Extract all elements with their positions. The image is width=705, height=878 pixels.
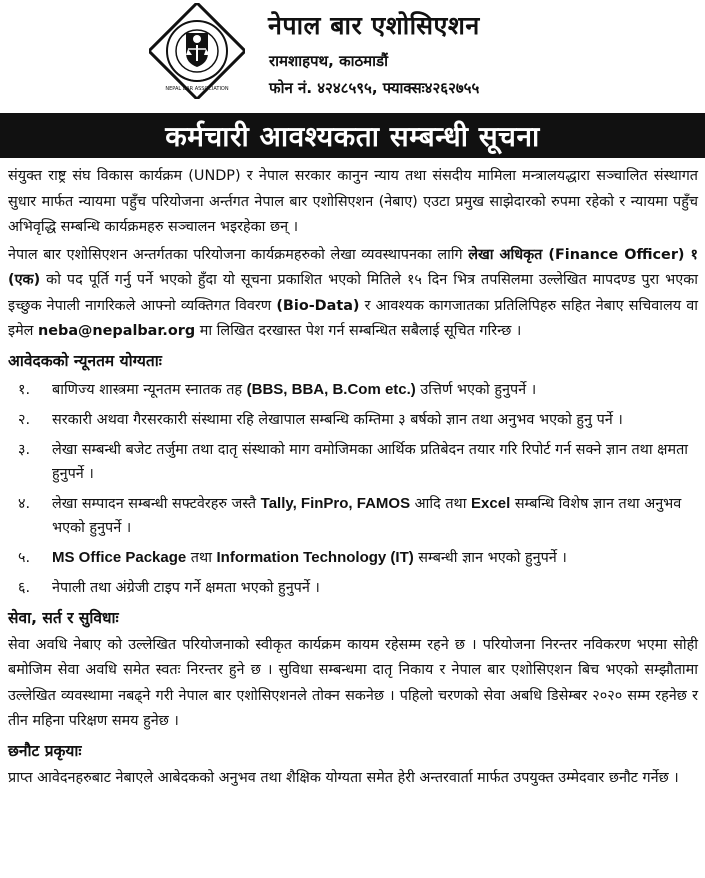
list-item — [8, 378, 698, 402]
biodata-label: (Bio-Data) — [276, 297, 360, 314]
list-item-text: सम्बन्धि विशेष ज्ञान तथा अनुभव भएको हुनुपर्ने । — [52, 495, 682, 536]
service-heading: सेवा, सर्त र सुविधाः — [8, 608, 119, 627]
list-item-text: सम्बन्धी ज्ञान भएको हुनुपर्ने । — [413, 549, 567, 566]
qualifications-heading: आवेदकको न्यूनतम योग्यताः — [8, 351, 162, 370]
list-item-text: नेपाली तथा अंग्रेजी टाइप गर्ने क्षमता भएको हुनुपर्ने । — [52, 579, 320, 596]
list-item — [8, 492, 698, 540]
selection-heading: छनौट प्रकृयाः — [8, 741, 82, 760]
list-item-text: तथा — [186, 549, 217, 566]
email-link[interactable]: neba@nepalbar.org — [38, 323, 196, 339]
selection-paragraph: प्राप्त आवेदनहरुबाट नेबाएले आबेदकको अनुभव तथा शैक्षिक योग्यता समेत हेरी अन्तरवार्ता मार्फत उपयुक्त उम्मेदवार छनौट गर्नेछ । — [8, 769, 679, 786]
list-item-emphasis: Information Technology (IT) — [216, 548, 414, 566]
intro-paragraph: संयुक्त राष्ट्र संघ विकास कार्यक्रम (UNDP) र नेपाल सरकार कानुन न्याय तथा संसदीय मामिला मन्त्रालयद्धारा सञ्चालित संस्थागत सुधार मार्फत न्यायमा पहुँच परियोजना अर्न्तगत नेपाल बार एशोसिएशन (नेबाए) एउटा प्रमुख साझेदारको रुपमा रहेको र न्यायमा पहुँच अभिवृद्धि सम्बन्धि कार्यक्रमहरु सञ्चालन भइरहेका छन् । — [8, 168, 698, 235]
service-paragraph: सेवा अवधि नेबाए को उल्लेखित परियोजनाको स्वीकृत कार्यक्रम कायम रहेसम्म रहने छ । परियोजना निरन्तर नविकरण भएमा सोही बमोजिम सेवा अवधि समेत स्वतः निरन्तर हुने छ । सुविधा सम्बन्धमा दातृ निकाय र नेपाल बार एशोसिएशन बिच भएको सम्झौतामा उल्लेखित व्यवस्थामा नबढ्ने गरी नेपाल बार एशोसिएशनले तोक्न सकनेछ । पहिलो चरणको सेवा अबधि डिसेम्बर २०२० सम्म रहनेछ र तीन महिना परिक्षण समय हुनेछ । — [8, 636, 698, 729]
list-item-emphasis: Excel — [471, 494, 511, 512]
org-address: रामशाहपथ, काठमाडौं — [269, 52, 388, 70]
list-item-text: लेखा सम्पादन सम्बन्धी सफ्टवेरहरु जस्तै — [52, 495, 261, 512]
list-item-number: ५. — [18, 549, 31, 566]
list-item-text: बाणिज्य शास्त्रमा न्यूनतम स्नातक तह — [52, 381, 247, 398]
notice-body — [8, 164, 698, 791]
org-name: नेपाल बार एशोसिएशन — [268, 11, 480, 40]
post-title: लेखा अधिकृत (Finance Officer) १ (एक) — [8, 246, 699, 288]
notice-text-2: को पद पूर्ति गर्नु पर्ने भएको हुँदा यो सूचना प्रकाशित भएको मितिले १५ दिन भित्र तपसिलमा उल्लेखित मापदण्ड पुरा भएका इच्छुक नेपाली नागरिकले आफ्नो व्यक्तिगत विवरण — [8, 272, 698, 314]
list-item-number: १. — [18, 381, 31, 398]
list-item — [8, 546, 698, 570]
qualifications-list — [8, 378, 698, 600]
notice-paragraph — [8, 243, 698, 345]
header — [0, 0, 705, 112]
page-title: कर्मचारी आवश्यकता सम्बन्धी सूचना — [165, 119, 540, 153]
list-item-number: ३. — [18, 441, 31, 458]
list-item-emphasis: MS Office Package — [52, 548, 187, 566]
list-item-emphasis: (BBS, BBA, B.Com etc.) — [246, 380, 416, 398]
list-item — [8, 438, 698, 486]
title-bar — [0, 113, 705, 158]
list-item-number: ६. — [18, 579, 31, 596]
list-item — [8, 576, 698, 600]
list-item-number: ४. — [18, 495, 31, 512]
notice-text-1: नेपाल बार एशोसिएशन अन्तर्गतका परियोजना कार्यक्रमहरुको लेखा व्यवस्थापनका लागि — [8, 246, 469, 263]
list-item-number: २. — [18, 411, 31, 428]
list-item — [8, 408, 698, 432]
list-item-text: आदि तथा — [410, 495, 472, 512]
nepal-bar-association-emblem-icon — [149, 3, 245, 99]
notice-text-4: मा लिखित दरखास्त पेश गर्न सम्बन्धित सबैलाई सूचित गरिन्छ । — [195, 323, 522, 339]
logo-ring-text: NEPAL BAR ASSOCIATION — [165, 86, 229, 92]
list-item-text: उत्तिर्ण भएको हुनुपर्ने । — [415, 381, 537, 398]
list-item-text: लेखा सम्बन्धी बजेट तर्जुमा तथा दातृ संस्थाको माग वमोजिमका आर्थिक प्रतिबेदन तयार गरि रिपोर्ट गर्न सक्ने ज्ञान तथा क्षमता हुनुपर्ने । — [52, 441, 689, 482]
org-phone: फोन नं. ४२४८५९५, फ्याक्सः४२६२७५५ — [269, 79, 480, 97]
list-item-text: सरकारी अथवा गैरसरकारी संस्थामा रहि लेखापाल सम्बन्धि कम्तिमा ३ बर्षको ज्ञान तथा अनुभव भएको हुनु पर्ने । — [52, 411, 623, 428]
list-item-emphasis: Tally, FinPro, FAMOS — [260, 494, 411, 512]
notice-text-3: र आवश्यक कागजातका प्रतिलिपिहरु सहित नेबाए सचिवालय वा इमेल — [8, 297, 698, 339]
